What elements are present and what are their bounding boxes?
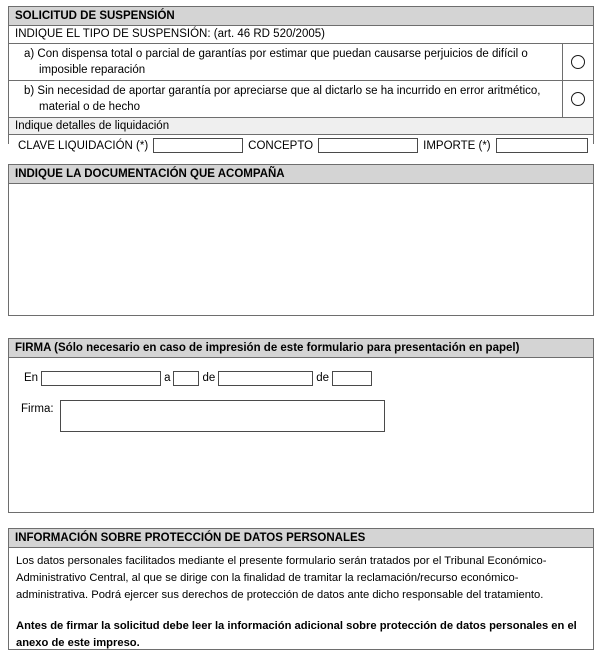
clave-liquidacion-label: CLAVE LIQUIDACIÓN (*) — [18, 139, 149, 152]
documentacion-section — [8, 164, 594, 316]
concepto-input[interactable] — [318, 138, 418, 153]
firma-section-title: FIRMA (Sólo necesario en caso de impresión de este formulario para presentación en papel) — [9, 339, 593, 358]
suspension-option-b-label: b) Sin necesidad de aportar garantía por apreciarse que al dictarlo se ha incurrido en error aritmético, material o de hecho — [9, 81, 563, 117]
suspension-option-a-radio-cell[interactable] — [563, 44, 593, 80]
dia-input[interactable] — [173, 371, 199, 386]
de-label-1: de — [202, 372, 216, 384]
firma-body — [9, 358, 593, 512]
importe-label: IMPORTE (*) — [423, 139, 491, 152]
a-label: a — [164, 372, 171, 384]
suspension-option-a-row[interactable] — [9, 44, 593, 81]
en-label: En — [24, 372, 39, 384]
proteccion-paragraph-1: Los datos personales facilitados mediante el presente formulario serán tratados por el Tribunal Económico-Administrativo Central, al que se dirige con la finalidad de tramitar la reclamación/recurso económico-administrativa. Podrá ejercer sus derechos de protección de datos ante dicho responsable del tratamiento. — [16, 555, 547, 601]
firma-label: Firma: — [21, 403, 54, 415]
proteccion-datos-section — [8, 528, 594, 650]
documentacion-textarea[interactable] — [9, 184, 593, 315]
liquidacion-fields-row — [9, 135, 593, 156]
firma-date-line — [9, 368, 593, 388]
firma-signature-box[interactable] — [60, 400, 385, 432]
radio-button-icon[interactable] — [571, 55, 585, 69]
anio-input[interactable] — [332, 371, 372, 386]
proteccion-paragraph-2: Antes de firmar la solicitud debe leer la información adicional sobre protección de datos personales en el anexo de este impreso. — [16, 620, 577, 649]
proteccion-datos-body — [9, 548, 593, 658]
suspension-option-b-radio-cell[interactable] — [563, 81, 593, 117]
suspension-section-title: SOLICITUD DE SUSPENSIÓN — [9, 7, 593, 26]
suspension-option-a-label: a) Con dispensa total o parcial de garantías por estimar que puedan causarse perjuicios de difícil o imposible reparación — [9, 44, 563, 80]
firma-signature-line — [9, 388, 593, 432]
de-label-2: de — [316, 372, 330, 384]
radio-button-icon[interactable] — [571, 92, 585, 106]
liquidacion-note: Indique detalles de liquidación — [9, 118, 593, 135]
suspension-section — [8, 6, 594, 152]
lugar-input[interactable] — [41, 371, 161, 386]
documentacion-section-title: INDIQUE LA DOCUMENTACIÓN QUE ACOMPAÑA — [9, 165, 593, 184]
importe-input[interactable] — [496, 138, 588, 153]
clave-liquidacion-input[interactable] — [153, 138, 243, 153]
firma-section — [8, 338, 594, 513]
suspension-option-b-row[interactable] — [9, 81, 593, 118]
mes-input[interactable] — [218, 371, 313, 386]
suspension-type-subtitle: INDIQUE EL TIPO DE SUSPENSIÓN: (art. 46 RD 520/2005) — [9, 26, 593, 44]
concepto-label: CONCEPTO — [248, 139, 314, 152]
proteccion-datos-section-title: INFORMACIÓN SOBRE PROTECCIÓN DE DATOS PERSONALES — [9, 529, 593, 548]
